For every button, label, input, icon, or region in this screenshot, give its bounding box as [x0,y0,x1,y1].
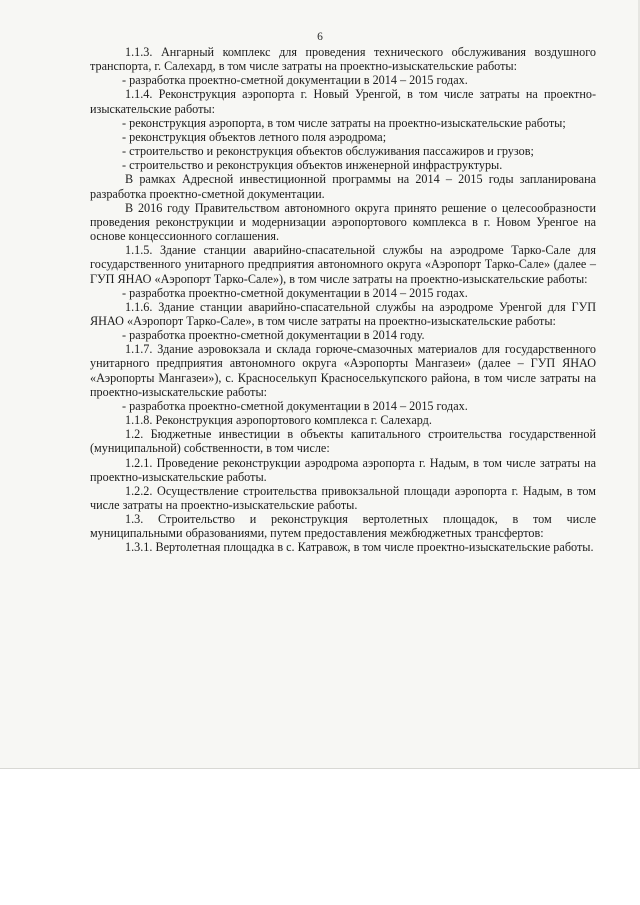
list-item: - разработка проектно-сметной документации в 2014 – 2015 годах. [122,73,468,88]
document-body [90,45,596,555]
list-item: - строительство и реконструкция объектов инженерной инфраструктуры. [122,158,503,173]
paragraph-1-1-8: 1.1.8. Реконструкция аэропортового комплекса г. Салехард. [125,413,432,428]
paragraph-1-2-2: 1.2.2. Осуществление строительства привокзальной площади аэропорта г. Надым, в том числе затраты на проектно-изыскательские работы. [90,483,596,512]
list-item: - реконструкция аэропорта, в том числе затраты на проектно-изыскательские работы; [122,115,566,130]
list-item: - реконструкция объектов летного поля аэродрома; [122,129,387,144]
paragraph-1-2-1: 1.2.1. Проведение реконструкции аэродрома аэропорта г. Надым, в том числе затраты на проектно-изыскательские работы. [90,455,596,484]
list-item: - разработка проектно-сметной документации в 2014 – 2015 годах. [122,398,468,413]
list-item: - строительство и реконструкция объектов обслуживания пассажиров и грузов; [122,144,534,159]
paragraph-1-1-3: 1.1.3. Ангарный комплекс для проведения технического обслуживания воздушного транспорта, г. Салехард, в том числе затраты на проектно-изыскательские работы: [90,45,596,74]
paragraph-1-1-5: 1.1.5. Здание станции аварийно-спасательной службы на аэродроме Тарко-Сале для государственного унитарного предприятия автономного округа «Аэропорт Тарко-Сале» (далее – ГУП ЯНАО «Аэропорт Тарко-Сале»), в том числе затраты на проектно-изыскательские работы: [90,243,596,286]
paragraph-1-3: 1.3. Строительство и реконструкция вертолетных площадок, в том числе муниципальными образованиями, путем предоставления межбюджетных трансфертов: [90,512,596,541]
paragraph-investment-program: В рамках Адресной инвестиционной программы на 2014 – 2015 годы запланирована разработка проектно-сметной документации. [90,172,596,201]
list-item: - разработка проектно-сметной документации в 2014 году. [122,328,425,343]
paragraph-1-3-1: 1.3.1. Вертолетная площадка в с. Катравож, в том числе проектно-изыскательские работы. [125,540,594,555]
paragraph-1-1-4: 1.1.4. Реконструкция аэропорта г. Новый Уренгой, в том числе затраты на проектно-изыскательские работы: [90,87,596,116]
page-number: 6 [317,31,323,43]
paragraph-1-1-6: 1.1.6. Здание станции аварийно-спасательной службы на аэродроме Уренгой для ГУП ЯНАО «Аэропорт Тарко-Сале», в том числе затраты на проектно-изыскательские работы: [90,299,596,328]
paragraph-1-1-7: 1.1.7. Здание аэровокзала и склада горюче-смазочных материалов для государственного унитарного предприятия автономного округа «Аэропорты Мангазеи» (далее – ГУП ЯНАО «Аэропорты Мангазеи»), с. Красноселькуп Красноселькупского района, в том числе затраты на проектно-изыскательские работы: [90,342,596,399]
list-item: - разработка проектно-сметной документации в 2014 – 2015 годах. [122,285,468,300]
paragraph-2016-decision: В 2016 году Правительством автономного округа принято решение о целесообразности проведения реконструкции и модернизации аэропортового комплекса в г. Новом Уренгое на основе концессионного соглашения. [90,200,596,244]
paragraph-1-2: 1.2. Бюджетные инвестиции в объекты капитального строительства государственной (муниципальной) собственности, в том числе: [90,427,596,456]
